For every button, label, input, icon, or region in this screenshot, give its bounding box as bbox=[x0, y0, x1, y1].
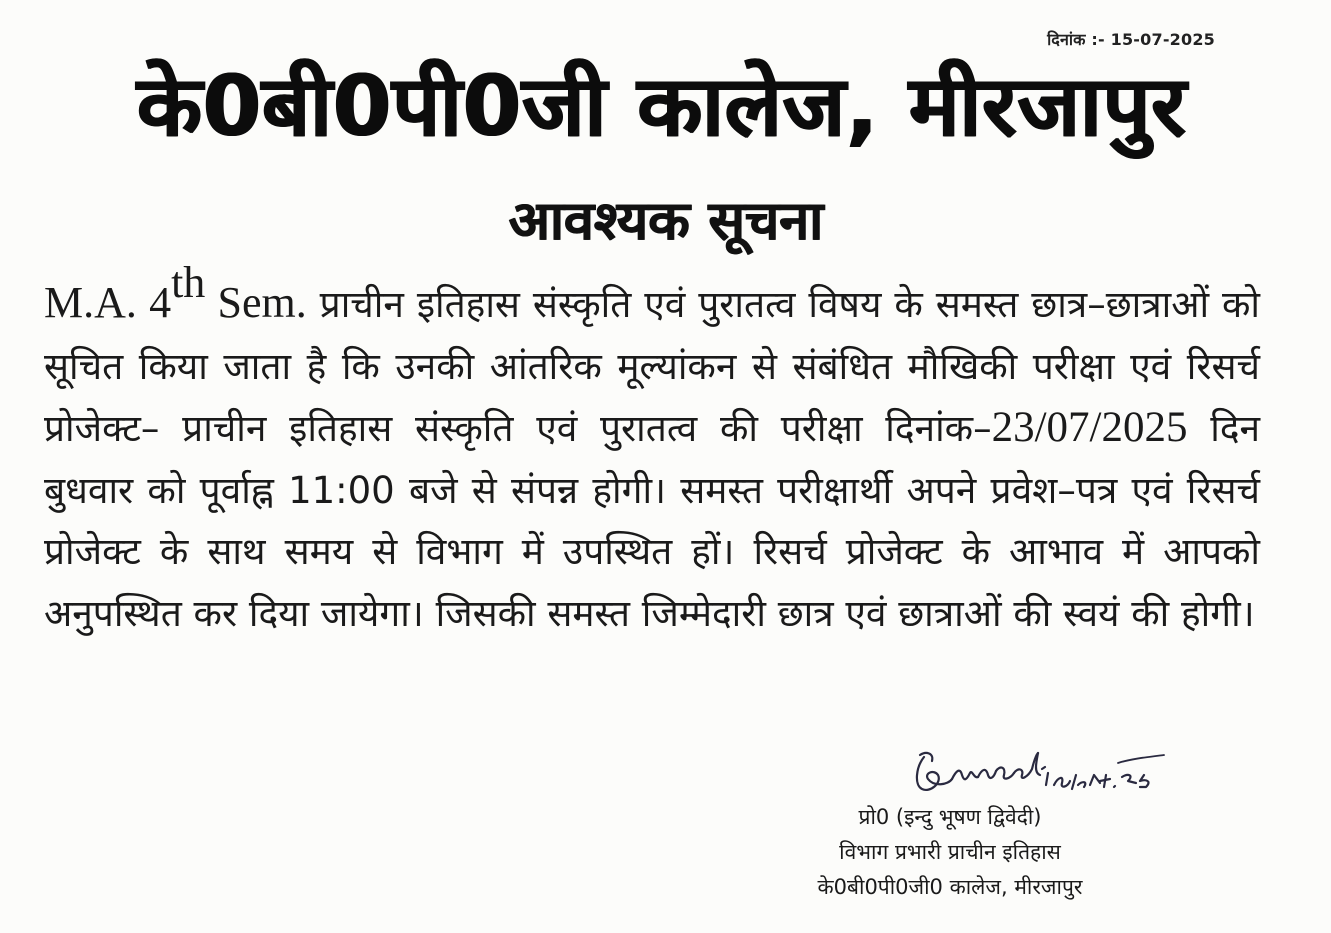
signatory-institution: के0बी0पी0जी0 कालेज, मीरजापुर bbox=[817, 875, 1083, 899]
body-text-part-2: दिन बुधवार को पूर्वाह्न 11:00 बजे से संपन्न होगी। समस्त परीक्षार्थी अपने प्रवेश–पत्र एवं रिसर्च प्रोजेक्ट के साथ समय से विभाग में उपस्थित हों। रिसर्च प्रोजेक्ट के आभाव में आपको अनुपस्थित कर दिया जायेगा। जिसकी समस्त जिम्मेदारी छात्र एवं छात्राओं की स्वयं की होगी। bbox=[44, 407, 1261, 635]
signatory-designation: विभाग प्रभारी प्राचीन इतिहास bbox=[839, 840, 1061, 864]
notice-heading: आवश्यक सूचना bbox=[508, 189, 823, 252]
exam-date: 23/07/2025 bbox=[991, 404, 1188, 451]
signatory-name: प्रो0 (इन्दु भूषण द्विवेदी) bbox=[858, 805, 1042, 829]
body-text-part-1: प्राचीन इतिहास संस्कृति एवं पुरातत्व विषय के समस्त छात्र–छात्राओं को सूचित किया जाता है कि उनकी आंतरिक मूल्यांकन से संबंधित मौखिकी परीक्षा एवं रिसर्च प्रोजेक्ट– प्राचीन इतिहास संस्कृति एवं पुरातत्व की परीक्षा दिनांक– bbox=[44, 283, 1260, 450]
course-prefix: M.A. 4 bbox=[44, 278, 172, 327]
course-suffix: Sem. bbox=[205, 278, 307, 327]
signatory-block bbox=[740, 800, 1160, 905]
college-name-heading: के0बी0पी0जी कालेज, मीरजापुर bbox=[137, 57, 1187, 155]
notice-date: दिनांक :- 15-07-2025 bbox=[1047, 30, 1215, 49]
notice-body bbox=[44, 258, 1261, 644]
course-superscript: th bbox=[171, 258, 206, 307]
